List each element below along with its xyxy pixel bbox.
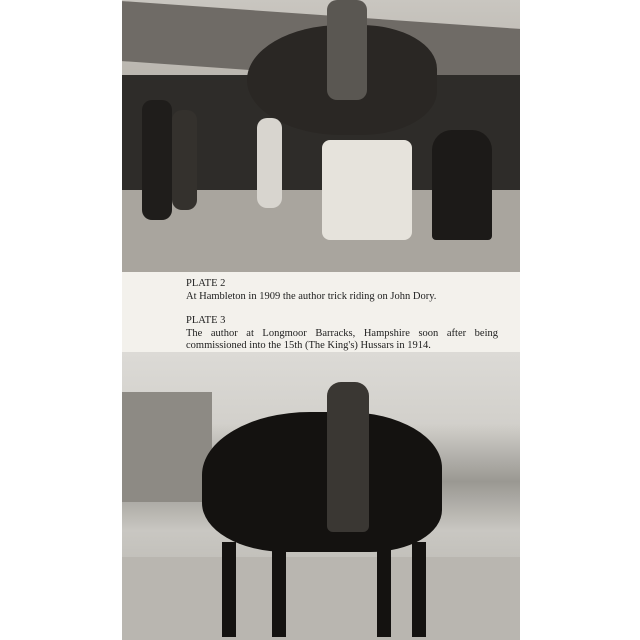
plate-2-photo bbox=[122, 0, 520, 272]
plate-2-caption bbox=[186, 278, 498, 303]
horse-leg bbox=[412, 542, 426, 637]
plate-3-photo bbox=[122, 352, 520, 640]
barracks-building bbox=[122, 392, 212, 502]
standing-man bbox=[257, 118, 282, 208]
plate-label: PLATE 3 bbox=[186, 315, 226, 326]
standing-man bbox=[142, 100, 172, 220]
book-page bbox=[122, 0, 520, 640]
rider bbox=[327, 0, 367, 100]
horse bbox=[202, 412, 442, 552]
seated-man bbox=[432, 130, 492, 240]
caption-text: The author at Longmoor Barracks, Hampshire soon after being commissioned into the 15th (The King's) Hussars in 1914. bbox=[186, 327, 498, 351]
horse-leg bbox=[377, 542, 391, 637]
plate-label: PLATE 2 bbox=[186, 278, 226, 289]
caption-text: At Hambleton in 1909 the author trick riding on John Dory. bbox=[186, 290, 437, 302]
horse-leg bbox=[272, 542, 286, 637]
officer-rider bbox=[327, 382, 369, 532]
plate-3-caption bbox=[186, 315, 498, 353]
standing-man bbox=[172, 110, 197, 210]
horse-leg bbox=[222, 542, 236, 637]
ground bbox=[122, 557, 520, 640]
table bbox=[322, 140, 412, 240]
